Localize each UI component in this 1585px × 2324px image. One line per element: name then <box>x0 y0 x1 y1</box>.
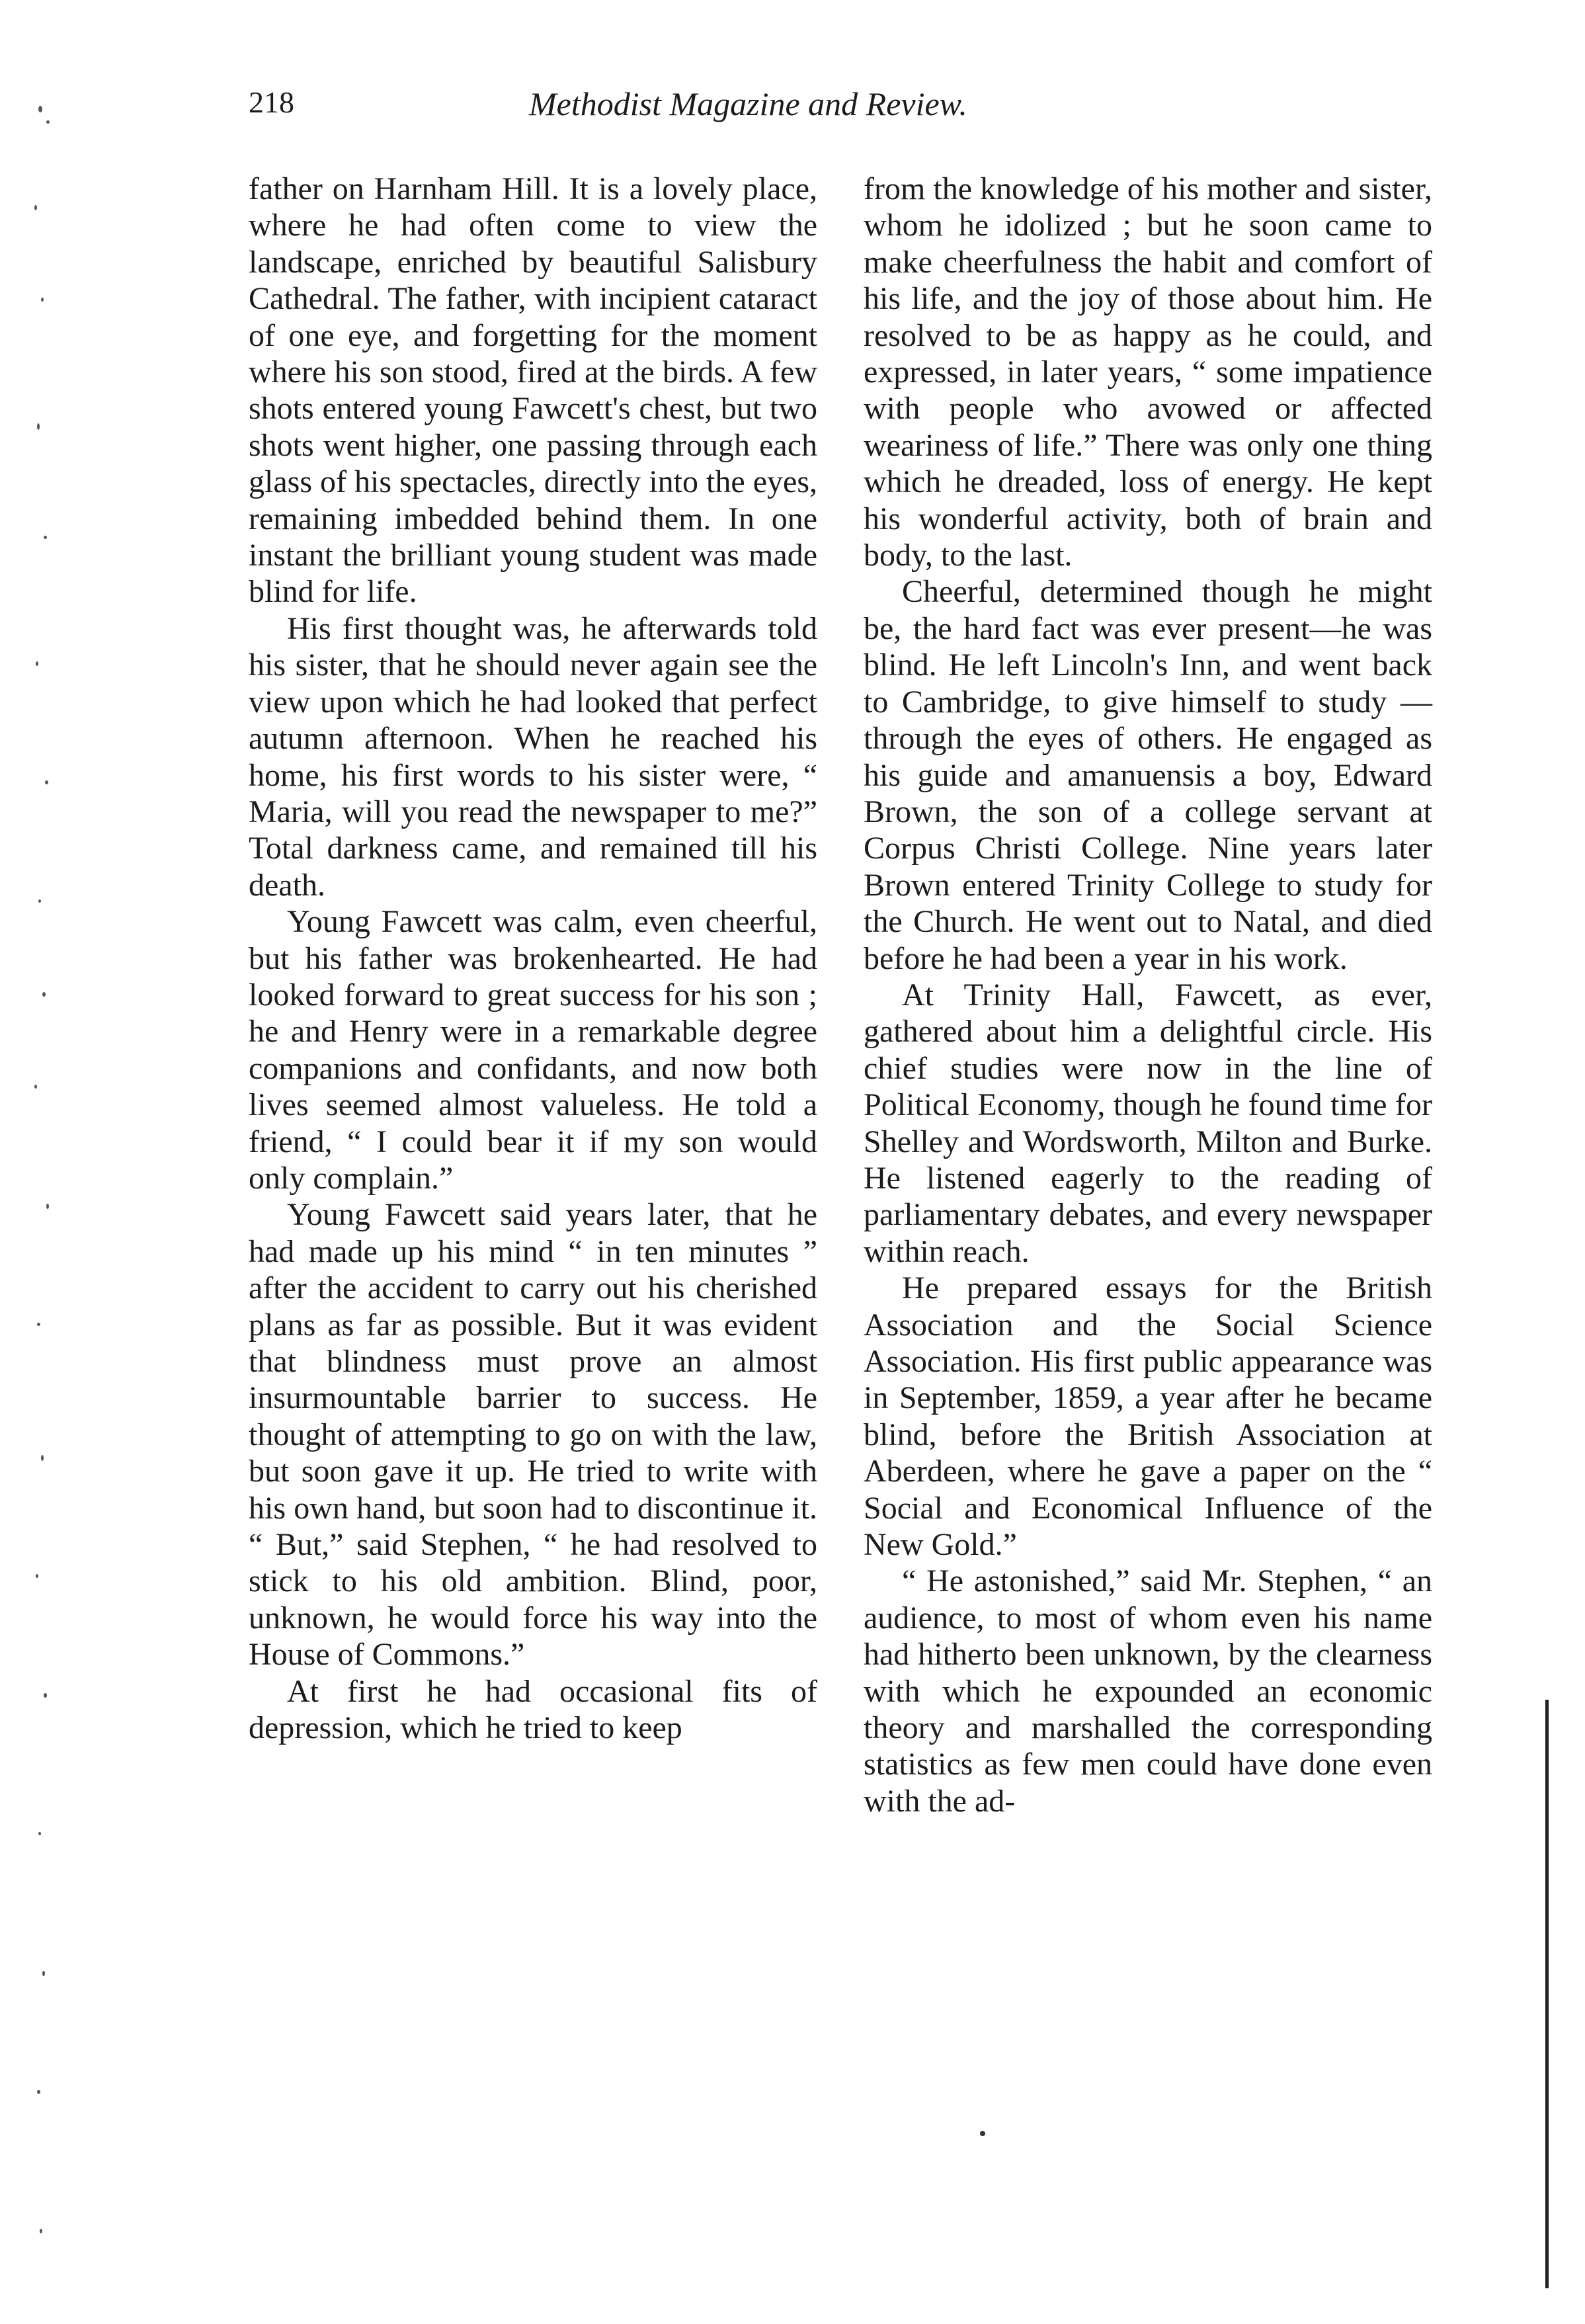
paragraph: Young Fawcett was calm, even cheerful, but his father was brokenhearted. He had looked forward to great success for his son ; he and Henry were in a remarkable degree companions and confidants, and now both lives seemed almost valueless. He told a friend, “ I could bear it if my son would only complain.” <box>249 904 817 1196</box>
paragraph: He prepared essays for the British Association and the Social Science Association. His first public appearance was in September, 1859, a year after he became blind, before the British Association at Aberdeen, where he gave a paper on the “ Social and Economical Influence of the New Gold.” <box>864 1270 1432 1563</box>
paragraph: At first he had occasional fits of depression, which he tried to keep <box>249 1673 817 1746</box>
right-edge-rule <box>1545 1700 1549 2288</box>
paragraph: from the knowledge of his mother and sister, whom he idolized ; but he soon came to make cheerfulness the habit and comfort of his life, and the joy of those about him. He resolved to be as happy as he could, and expressed, in later years, “ some impatience with people who avowed or affected weariness of life.” There was only one thing which he dreaded, loss of energy. He kept his wonderful activity, both of brain and body, to the last. <box>864 171 1432 573</box>
paragraph: His first thought was, he afterwards told his sister, that he should never again see the view upon which he had looked that perfect autumn afternoon. When he reached his home, his first words to his sister were, “ Maria, will you read the newspaper to me?” Total darkness came, and remained till his death. <box>249 610 817 903</box>
paragraph: Cheerful, determined though he might be, the hard fact was ever present—he was blind. He left Lincoln's Inn, and went back to Cambridge, to give himself to study —through the eyes of others. He engaged as his guide and amanuensis a boy, Edward Brown, the son of a college servant at Corpus Christi College. Nine years later Brown entered Trinity College to study for the Church. He went out to Natal, and died before he had been a year in his work. <box>864 574 1432 976</box>
left-column <box>249 171 817 1746</box>
paragraph: “ He astonished,” said Mr. Stephen, “ an audience, to most of whom even his name had hitherto been unknown, by the clearness with which he expounded an economic theory and marshalled the corresponding statistics as few men could have done even with the ad- <box>864 1563 1432 1819</box>
bottom-mark <box>980 2131 985 2136</box>
binding-edge-specks <box>26 79 73 2295</box>
paragraph: father on Harnham Hill. It is a lovely place, where he had often come to view the landscape, enriched by beautiful Salisbury Cathedral. The father, with incipient cataract of one eye, and forgetting for the moment where his son stood, fired at the birds. A few shots entered young Fawcett's chest, but two shots went higher, one passing through each glass of his spectacles, directly into the eyes, remaining imbedded behind them. In one instant the brilliant young student was made blind for life. <box>249 171 817 610</box>
paragraph: Young Fawcett said years later, that he had made up his mind “ in ten minutes ” after the accident to carry out his cherished plans as far as possible. But it was evident that blindness must prove an almost insurmountable barrier to success. He thought of attempting to go on with the law, but soon gave it up. He tried to write with his own hand, but soon had to discontinue it. “ But,” said Stephen, “ he had resolved to stick to his old ambition. Blind, poor, unknown, he would force his way into the House of Commons.” <box>249 1197 817 1673</box>
page-number: 218 <box>249 85 294 119</box>
right-column <box>864 171 1432 1819</box>
paragraph: At Trinity Hall, Fawcett, as ever, gathered about him a delightful circle. His chief studies were now in the line of Political Economy, though he found time for Shelley and Wordsworth, Milton and Burke. He listened eagerly to the reading of parliamentary debates, and every newspaper within reach. <box>864 977 1432 1269</box>
running-title: Methodist Magazine and Review. <box>529 85 967 122</box>
